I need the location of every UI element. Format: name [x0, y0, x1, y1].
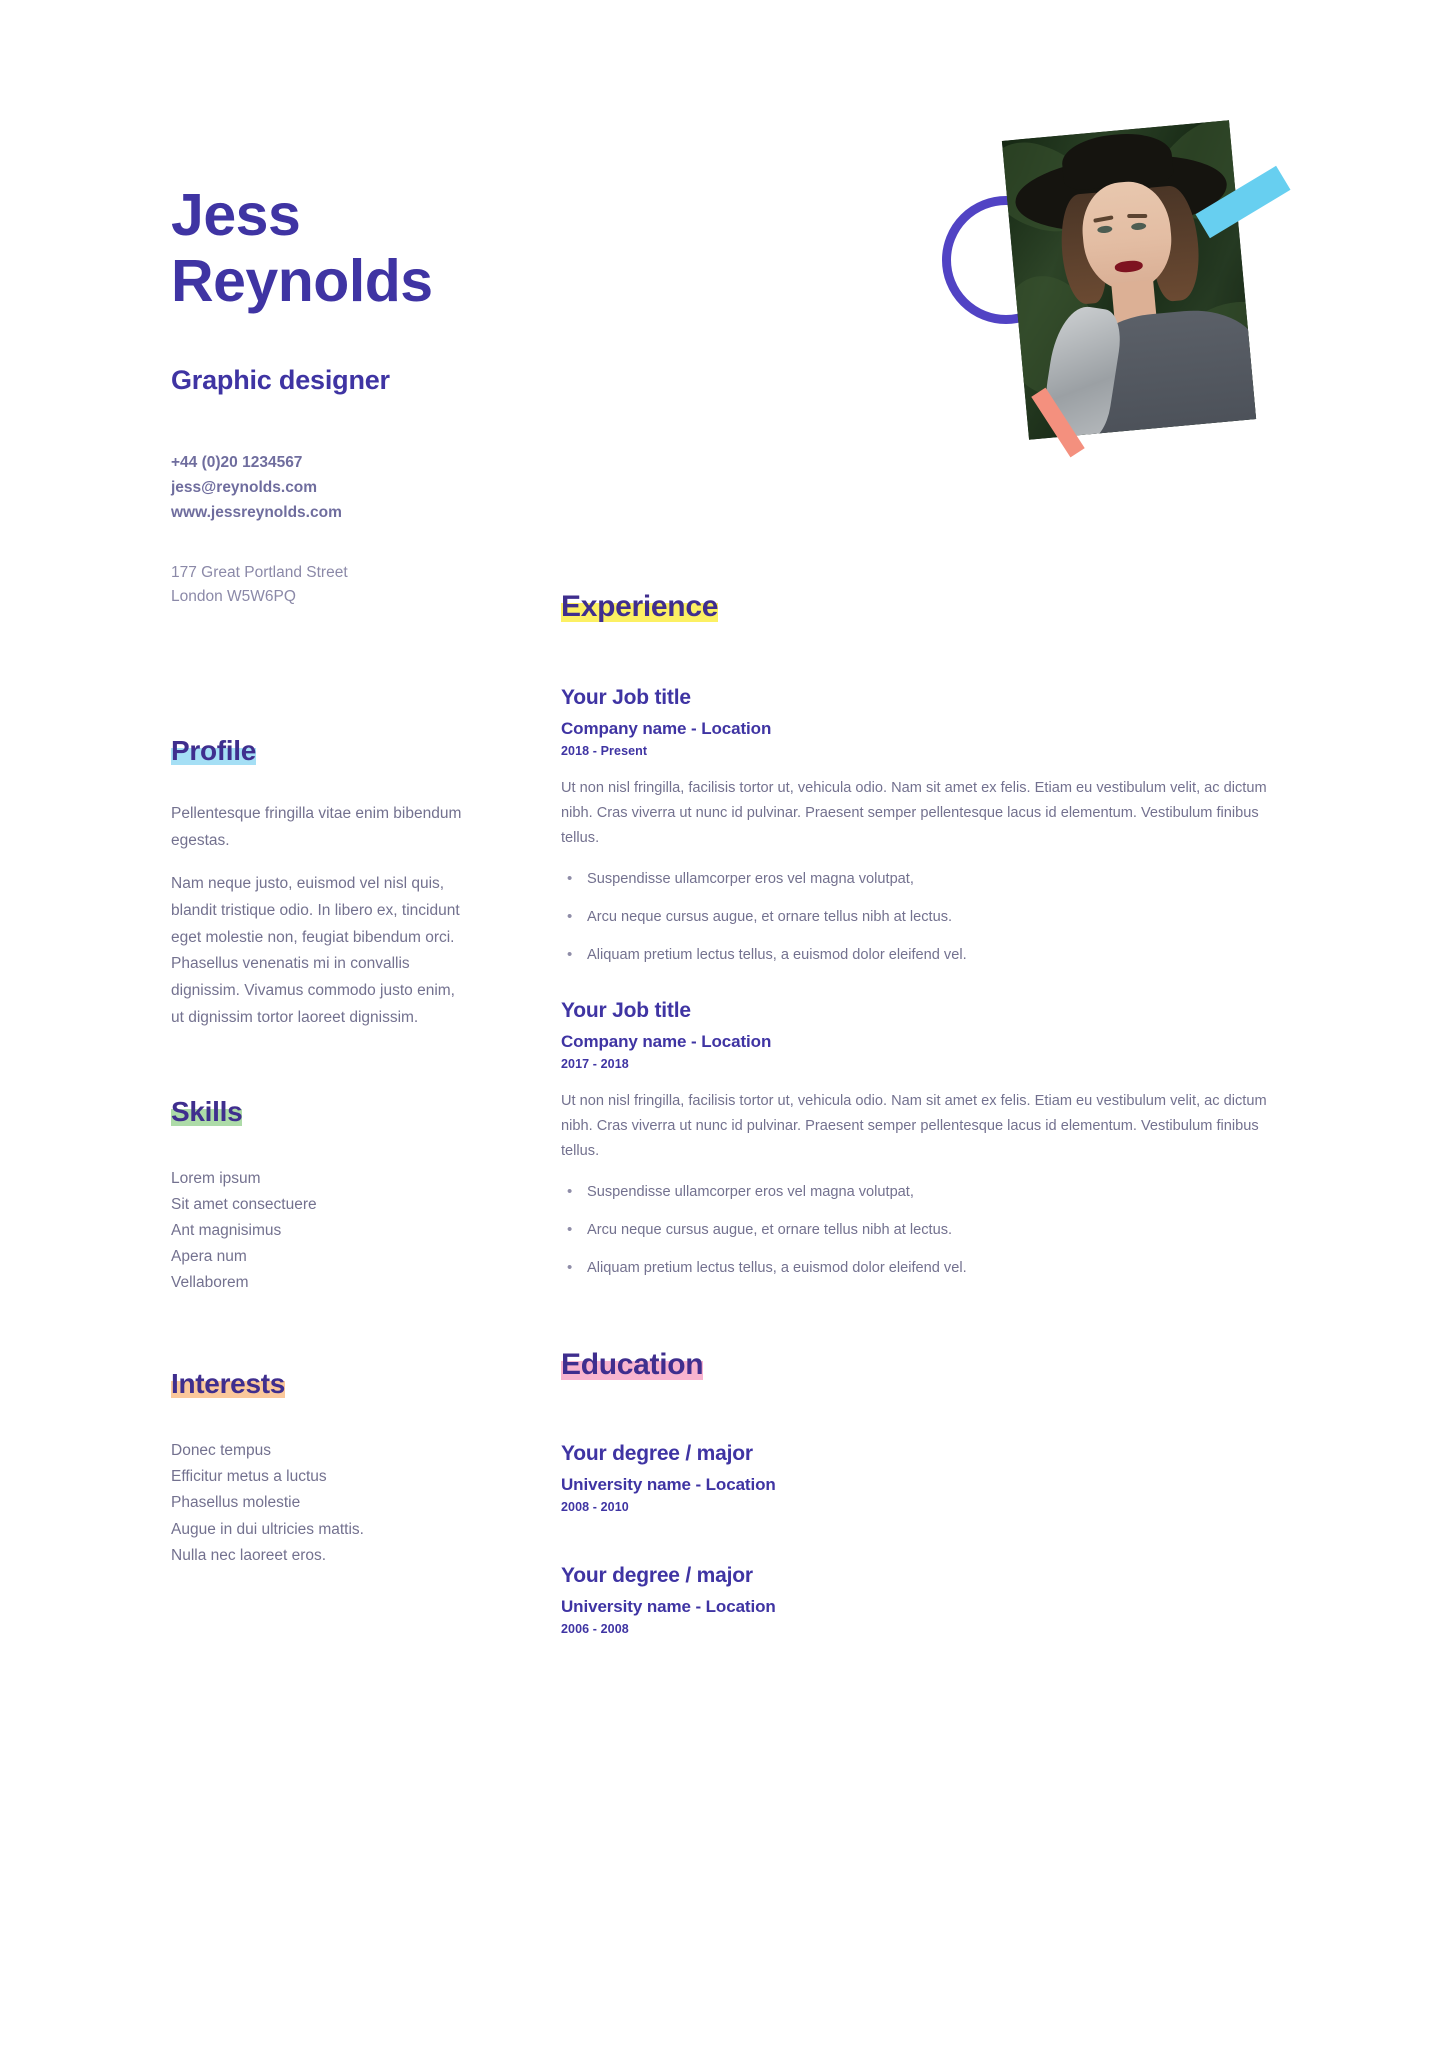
job-role: Graphic designer — [171, 365, 390, 395]
list-item: • Aliquam pretium lectus tellus, a euismod dolor eleifend vel. — [561, 945, 1281, 967]
profile-paragraph: Nam neque justo, euismod vel nisl quis, blandit tristique odio. In libero ex, tincidunt eget molestie non, feugiat bibendum orci. Phasellus venenatis mi in convallis dignissim. Vivamus commodo justo enim, ut dignissim tortor laoreet dignissim. — [171, 875, 460, 1026]
eyebrow-right — [1127, 214, 1147, 218]
interests-heading-label: Interests — [171, 1368, 286, 1400]
website-text[interactable]: www.jessreynolds.com — [171, 504, 342, 522]
profile-heading-label: Profile — [171, 735, 257, 766]
list-item: Lorem ipsum — [171, 1170, 261, 1188]
email-text[interactable]: jess@reynolds.com — [171, 479, 318, 497]
date-range: 2008 - 2010 — [561, 1499, 629, 1514]
right-column — [561, 590, 1281, 1636]
job-bullet-list — [561, 1182, 1281, 1280]
date-range: 2006 - 2008 — [561, 1621, 629, 1636]
skills-list — [171, 1166, 471, 1296]
list-item: Vellaborem — [171, 1274, 249, 1292]
left-column — [171, 735, 471, 1569]
photo-collage — [960, 130, 1320, 470]
last-name: Reynolds — [171, 248, 433, 315]
list-item: Phasellus molestie — [171, 1494, 301, 1512]
section-heading-experience — [561, 590, 718, 624]
interests-list — [171, 1438, 471, 1568]
date-range: 2017 - 2018 — [561, 1056, 629, 1071]
job-title: Your Job title — [561, 998, 691, 1022]
university-location: University name - Location — [561, 1474, 776, 1494]
experience-entry — [561, 686, 1281, 967]
profile-paragraph: Pellentesque fringilla vitae enim bibendum egestas. — [171, 805, 462, 849]
education-heading-label: Education — [561, 1347, 704, 1381]
list-item: • Suspendisse ullamcorper eros vel magna volutpat, — [561, 869, 1281, 891]
date-range: 2018 - Present — [561, 744, 648, 758]
contact-block — [171, 450, 342, 525]
list-item: • Arcu neque cursus augue, et ornare tellus nibh at lectus. — [561, 907, 1281, 929]
job-description: Ut non nisl fringilla, facilisis tortor ut, vehicula odio. Nam sit amet ex felis. Etiam eu vestibulum velit, ac dictum nibh. Cras viverra ut nunc id pulvinar. Praesent semper pellentesque lacus id elementum. Vestibulum finibus tellus. — [561, 780, 1267, 847]
company-location: Company name - Location — [561, 1031, 772, 1051]
degree-title: Your degree / major — [561, 1563, 753, 1587]
section-heading-education — [561, 1348, 703, 1382]
section-heading-profile — [171, 735, 256, 767]
skills-heading-label: Skills — [171, 1096, 243, 1128]
address-block — [171, 561, 348, 608]
job-description: Ut non nisl fringilla, facilisis tortor ut, vehicula odio. Nam sit amet ex felis. Etiam eu vestibulum velit, ac dictum nibh. Cras viverra ut nunc id pulvinar. Praesent semper pellentesque lacus id elementum. Vestibulum finibus tellus. — [561, 1092, 1267, 1160]
university-location: University name - Location — [561, 1596, 776, 1616]
first-name: Jess — [171, 182, 301, 248]
page-title — [171, 182, 601, 314]
company-location: Company name - Location — [561, 719, 772, 738]
list-item: Apera num — [171, 1248, 247, 1266]
degree-title: Your degree / major — [561, 1441, 753, 1465]
list-item: Augue in dui ultricies mattis. — [171, 1520, 364, 1538]
education-entry — [561, 1442, 1281, 1514]
list-item: Efficitur metus a luctus — [171, 1468, 327, 1486]
job-bullet-list — [561, 869, 1281, 967]
section-heading-interests — [171, 1368, 285, 1400]
profile-text — [171, 801, 471, 1031]
section-heading-skills — [171, 1096, 242, 1128]
address-line-2: London W5W6PQ — [171, 587, 296, 605]
list-item: Nulla nec laoreet eros. — [171, 1546, 327, 1564]
list-item: • Suspendisse ullamcorper eros vel magna volutpat, — [561, 1182, 1281, 1204]
phone-text: +44 (0)20 1234567 — [171, 454, 303, 471]
list-item: • Arcu neque cursus augue, et ornare tellus nibh at lectus. — [561, 1220, 1281, 1242]
list-item: Sit amet consectuere — [171, 1196, 317, 1214]
header — [0, 0, 1448, 605]
job-title: Your Job title — [561, 686, 691, 709]
list-item: Ant magnisimus — [171, 1222, 282, 1240]
address-line-1: 177 Great Portland Street — [171, 564, 348, 581]
experience-heading-label: Experience — [561, 590, 719, 623]
education-entry — [561, 1564, 1281, 1636]
list-item: • Aliquam pretium lectus tellus, a euismod dolor eleifend vel. — [561, 1258, 1281, 1280]
list-item: Donec tempus — [171, 1442, 271, 1460]
experience-entry — [561, 999, 1281, 1280]
